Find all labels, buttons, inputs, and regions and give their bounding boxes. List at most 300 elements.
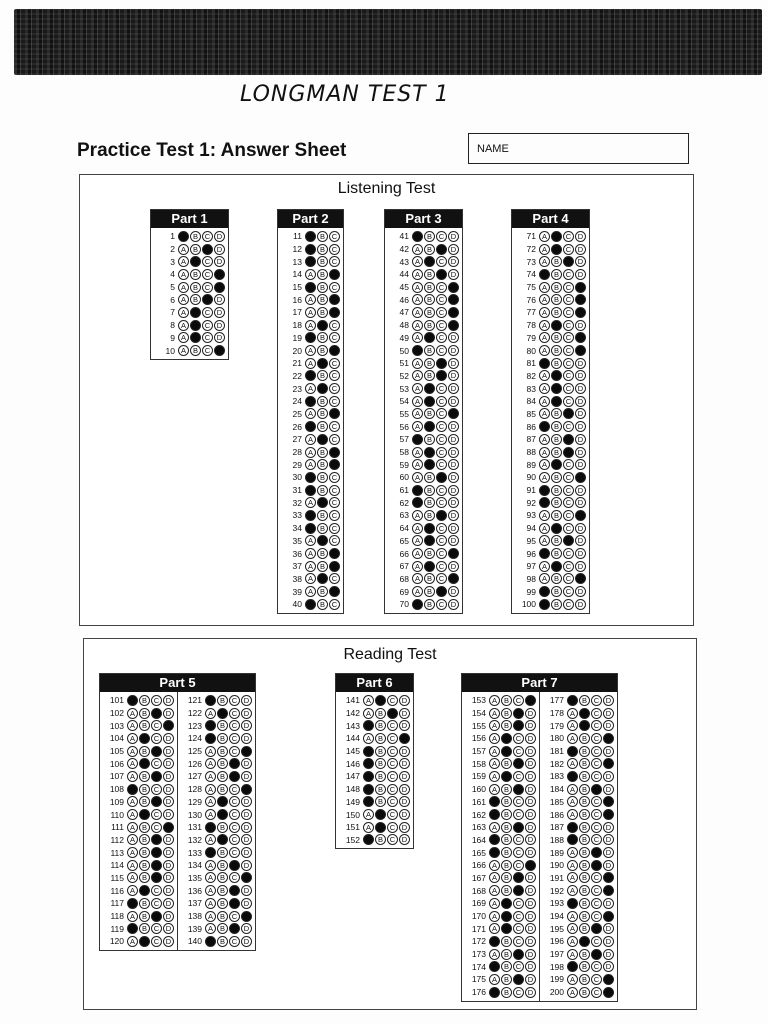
answer-bubble-c[interactable]: C bbox=[202, 244, 213, 255]
answer-bubble-a[interactable]: A bbox=[178, 269, 189, 280]
answer-bubble-d[interactable]: D bbox=[525, 708, 536, 719]
answer-bubble-c[interactable]: C bbox=[563, 370, 574, 381]
answer-bubble-a[interactable]: A bbox=[489, 822, 500, 833]
answer-bubble-b[interactable]: B bbox=[501, 796, 512, 807]
answer-bubble-d[interactable]: D bbox=[399, 784, 410, 795]
answer-bubble-c[interactable]: C bbox=[202, 332, 213, 343]
answer-bubble-d[interactable]: D bbox=[525, 784, 536, 795]
answer-bubble-b[interactable]: B bbox=[317, 269, 328, 280]
answer-bubble-b[interactable]: B bbox=[217, 720, 228, 731]
answer-bubble-d[interactable]: D bbox=[525, 974, 536, 985]
answer-bubble-d[interactable]: D bbox=[241, 936, 252, 947]
answer-bubble-b[interactable]: B bbox=[139, 898, 150, 909]
answer-bubble-b[interactable]: B bbox=[317, 599, 328, 610]
answer-bubble-b[interactable]: B bbox=[375, 822, 386, 833]
answer-bubble-d[interactable]: D bbox=[525, 987, 536, 998]
answer-bubble-b[interactable]: B bbox=[375, 708, 386, 719]
answer-bubble-b[interactable]: B bbox=[501, 733, 512, 744]
answer-bubble-d[interactable]: D bbox=[241, 720, 252, 731]
answer-bubble-c[interactable]: C bbox=[436, 383, 447, 394]
answer-bubble-b[interactable]: B bbox=[217, 834, 228, 845]
answer-bubble-c[interactable]: C bbox=[151, 809, 162, 820]
answer-bubble-c[interactable]: C bbox=[436, 472, 447, 483]
answer-bubble-a[interactable]: A bbox=[539, 332, 550, 343]
answer-bubble-b[interactable]: B bbox=[317, 294, 328, 305]
answer-bubble-c[interactable]: C bbox=[436, 421, 447, 432]
answer-bubble-d[interactable]: D bbox=[214, 256, 225, 267]
answer-bubble-a[interactable]: A bbox=[539, 459, 550, 470]
answer-bubble-b[interactable]: B bbox=[579, 708, 590, 719]
answer-bubble-c[interactable]: C bbox=[591, 708, 602, 719]
answer-bubble-c[interactable]: C bbox=[151, 911, 162, 922]
answer-bubble-c[interactable]: C bbox=[513, 834, 524, 845]
answer-bubble-d[interactable]: D bbox=[448, 434, 459, 445]
answer-bubble-a[interactable]: A bbox=[412, 370, 423, 381]
answer-bubble-b[interactable]: B bbox=[317, 396, 328, 407]
answer-bubble-b[interactable]: B bbox=[551, 244, 562, 255]
answer-bubble-c[interactable]: C bbox=[513, 911, 524, 922]
answer-bubble-b[interactable]: B bbox=[501, 898, 512, 909]
answer-bubble-c[interactable]: C bbox=[513, 898, 524, 909]
answer-bubble-d[interactable]: D bbox=[525, 834, 536, 845]
answer-bubble-d[interactable]: D bbox=[525, 809, 536, 820]
answer-bubble-b[interactable]: B bbox=[317, 472, 328, 483]
answer-bubble-c[interactable]: C bbox=[151, 733, 162, 744]
answer-bubble-d[interactable]: D bbox=[448, 256, 459, 267]
answer-bubble-d[interactable]: D bbox=[575, 599, 586, 610]
answer-bubble-b[interactable]: B bbox=[551, 510, 562, 521]
answer-bubble-d[interactable]: D bbox=[241, 758, 252, 769]
answer-bubble-b[interactable]: B bbox=[551, 548, 562, 559]
answer-bubble-d[interactable]: D bbox=[448, 320, 459, 331]
answer-bubble-a[interactable]: A bbox=[178, 320, 189, 331]
answer-bubble-c[interactable]: C bbox=[329, 320, 340, 331]
answer-bubble-b[interactable]: B bbox=[501, 974, 512, 985]
answer-bubble-d[interactable]: D bbox=[163, 872, 174, 883]
answer-bubble-d[interactable]: D bbox=[399, 771, 410, 782]
answer-bubble-a[interactable]: A bbox=[539, 485, 550, 496]
answer-bubble-a[interactable]: A bbox=[178, 332, 189, 343]
answer-bubble-d[interactable]: D bbox=[448, 573, 459, 584]
answer-bubble-c[interactable]: C bbox=[591, 847, 602, 858]
answer-bubble-a[interactable]: A bbox=[305, 294, 316, 305]
answer-bubble-a[interactable]: A bbox=[539, 320, 550, 331]
answer-bubble-c[interactable]: C bbox=[329, 231, 340, 242]
answer-bubble-b[interactable]: B bbox=[375, 771, 386, 782]
answer-bubble-c[interactable]: C bbox=[329, 282, 340, 293]
answer-bubble-c[interactable]: C bbox=[329, 548, 340, 559]
answer-bubble-c[interactable]: C bbox=[436, 523, 447, 534]
answer-bubble-b[interactable]: B bbox=[551, 485, 562, 496]
answer-bubble-c[interactable]: C bbox=[202, 231, 213, 242]
answer-bubble-d[interactable]: D bbox=[603, 987, 614, 998]
answer-bubble-d[interactable]: D bbox=[399, 733, 410, 744]
answer-bubble-d[interactable]: D bbox=[603, 949, 614, 960]
answer-bubble-c[interactable]: C bbox=[329, 370, 340, 381]
answer-bubble-c[interactable]: C bbox=[563, 548, 574, 559]
answer-bubble-b[interactable]: B bbox=[217, 746, 228, 757]
answer-bubble-d[interactable]: D bbox=[575, 459, 586, 470]
answer-bubble-a[interactable]: A bbox=[205, 771, 216, 782]
answer-bubble-c[interactable]: C bbox=[436, 561, 447, 572]
answer-bubble-a[interactable]: A bbox=[178, 294, 189, 305]
answer-bubble-c[interactable]: C bbox=[513, 708, 524, 719]
answer-bubble-c[interactable]: C bbox=[436, 320, 447, 331]
answer-bubble-c[interactable]: C bbox=[591, 834, 602, 845]
answer-bubble-c[interactable]: C bbox=[513, 860, 524, 871]
answer-bubble-c[interactable]: C bbox=[387, 834, 398, 845]
answer-bubble-d[interactable]: D bbox=[241, 784, 252, 795]
answer-bubble-a[interactable]: A bbox=[305, 231, 316, 242]
answer-bubble-b[interactable]: B bbox=[579, 758, 590, 769]
answer-bubble-b[interactable]: B bbox=[375, 809, 386, 820]
answer-bubble-d[interactable]: D bbox=[241, 771, 252, 782]
answer-bubble-b[interactable]: B bbox=[501, 822, 512, 833]
answer-bubble-c[interactable]: C bbox=[591, 961, 602, 972]
answer-bubble-b[interactable]: B bbox=[424, 497, 435, 508]
answer-bubble-a[interactable]: A bbox=[412, 244, 423, 255]
answer-bubble-d[interactable]: D bbox=[448, 231, 459, 242]
answer-bubble-c[interactable]: C bbox=[591, 885, 602, 896]
answer-bubble-c[interactable]: C bbox=[563, 383, 574, 394]
answer-bubble-c[interactable]: C bbox=[563, 535, 574, 546]
answer-bubble-d[interactable]: D bbox=[575, 408, 586, 419]
answer-bubble-d[interactable]: D bbox=[575, 358, 586, 369]
answer-bubble-a[interactable]: A bbox=[567, 771, 578, 782]
answer-bubble-b[interactable]: B bbox=[317, 408, 328, 419]
answer-bubble-a[interactable]: A bbox=[412, 548, 423, 559]
answer-bubble-d[interactable]: D bbox=[575, 523, 586, 534]
answer-bubble-b[interactable]: B bbox=[217, 911, 228, 922]
answer-bubble-c[interactable]: C bbox=[591, 974, 602, 985]
answer-bubble-b[interactable]: B bbox=[424, 548, 435, 559]
answer-bubble-c[interactable]: C bbox=[151, 695, 162, 706]
answer-bubble-b[interactable]: B bbox=[579, 695, 590, 706]
answer-bubble-a[interactable]: A bbox=[412, 358, 423, 369]
answer-bubble-c[interactable]: C bbox=[387, 733, 398, 744]
answer-bubble-c[interactable]: C bbox=[436, 447, 447, 458]
answer-bubble-b[interactable]: B bbox=[375, 720, 386, 731]
answer-bubble-b[interactable]: B bbox=[579, 885, 590, 896]
answer-bubble-a[interactable]: A bbox=[489, 872, 500, 883]
answer-bubble-a[interactable]: A bbox=[363, 733, 374, 744]
answer-bubble-c[interactable]: C bbox=[329, 523, 340, 534]
answer-bubble-b[interactable]: B bbox=[551, 269, 562, 280]
answer-bubble-a[interactable]: A bbox=[305, 447, 316, 458]
answer-bubble-b[interactable]: B bbox=[501, 860, 512, 871]
answer-bubble-a[interactable]: A bbox=[567, 733, 578, 744]
answer-bubble-d[interactable]: D bbox=[575, 421, 586, 432]
answer-bubble-b[interactable]: B bbox=[551, 358, 562, 369]
answer-bubble-c[interactable]: C bbox=[563, 497, 574, 508]
answer-bubble-a[interactable]: A bbox=[127, 911, 138, 922]
answer-bubble-b[interactable]: B bbox=[579, 733, 590, 744]
answer-bubble-d[interactable]: D bbox=[603, 885, 614, 896]
answer-bubble-a[interactable]: A bbox=[178, 244, 189, 255]
answer-bubble-b[interactable]: B bbox=[501, 771, 512, 782]
answer-bubble-b[interactable]: B bbox=[317, 244, 328, 255]
answer-bubble-b[interactable]: B bbox=[579, 936, 590, 947]
answer-bubble-c[interactable]: C bbox=[436, 535, 447, 546]
answer-bubble-c[interactable]: C bbox=[329, 256, 340, 267]
answer-bubble-a[interactable]: A bbox=[567, 860, 578, 871]
answer-bubble-b[interactable]: B bbox=[551, 599, 562, 610]
answer-bubble-c[interactable]: C bbox=[563, 459, 574, 470]
answer-bubble-b[interactable]: B bbox=[551, 421, 562, 432]
answer-bubble-b[interactable]: B bbox=[375, 834, 386, 845]
answer-bubble-d[interactable]: D bbox=[399, 695, 410, 706]
answer-bubble-d[interactable]: D bbox=[448, 561, 459, 572]
answer-bubble-c[interactable]: C bbox=[563, 599, 574, 610]
answer-bubble-c[interactable]: C bbox=[229, 860, 240, 871]
answer-bubble-a[interactable]: A bbox=[412, 332, 423, 343]
answer-bubble-a[interactable]: A bbox=[305, 510, 316, 521]
answer-bubble-b[interactable]: B bbox=[501, 746, 512, 757]
answer-bubble-b[interactable]: B bbox=[139, 809, 150, 820]
answer-bubble-c[interactable]: C bbox=[563, 320, 574, 331]
answer-bubble-c[interactable]: C bbox=[329, 447, 340, 458]
answer-bubble-a[interactable]: A bbox=[567, 898, 578, 909]
answer-bubble-a[interactable]: A bbox=[539, 586, 550, 597]
answer-bubble-a[interactable]: A bbox=[205, 758, 216, 769]
answer-bubble-b[interactable]: B bbox=[375, 695, 386, 706]
answer-bubble-a[interactable]: A bbox=[489, 847, 500, 858]
answer-bubble-c[interactable]: C bbox=[436, 599, 447, 610]
answer-bubble-a[interactable]: A bbox=[412, 434, 423, 445]
answer-bubble-b[interactable]: B bbox=[139, 822, 150, 833]
answer-bubble-a[interactable]: A bbox=[489, 860, 500, 871]
answer-bubble-a[interactable]: A bbox=[305, 320, 316, 331]
answer-bubble-c[interactable]: C bbox=[229, 771, 240, 782]
answer-bubble-c[interactable]: C bbox=[329, 244, 340, 255]
answer-bubble-b[interactable]: B bbox=[551, 332, 562, 343]
answer-bubble-a[interactable]: A bbox=[567, 885, 578, 896]
answer-bubble-b[interactable]: B bbox=[139, 847, 150, 858]
answer-bubble-c[interactable]: C bbox=[436, 408, 447, 419]
answer-bubble-b[interactable]: B bbox=[317, 421, 328, 432]
answer-bubble-a[interactable]: A bbox=[412, 535, 423, 546]
answer-bubble-c[interactable]: C bbox=[591, 758, 602, 769]
answer-bubble-c[interactable]: C bbox=[563, 586, 574, 597]
answer-bubble-b[interactable]: B bbox=[424, 472, 435, 483]
answer-bubble-d[interactable]: D bbox=[448, 523, 459, 534]
answer-bubble-a[interactable]: A bbox=[127, 708, 138, 719]
answer-bubble-b[interactable]: B bbox=[551, 523, 562, 534]
answer-bubble-c[interactable]: C bbox=[329, 599, 340, 610]
answer-bubble-a[interactable]: A bbox=[363, 796, 374, 807]
answer-bubble-c[interactable]: C bbox=[387, 771, 398, 782]
answer-bubble-b[interactable]: B bbox=[501, 936, 512, 947]
answer-bubble-b[interactable]: B bbox=[139, 885, 150, 896]
answer-bubble-c[interactable]: C bbox=[229, 758, 240, 769]
answer-bubble-d[interactable]: D bbox=[163, 784, 174, 795]
answer-bubble-b[interactable]: B bbox=[424, 447, 435, 458]
answer-bubble-b[interactable]: B bbox=[424, 294, 435, 305]
answer-bubble-d[interactable]: D bbox=[448, 447, 459, 458]
answer-bubble-c[interactable]: C bbox=[151, 822, 162, 833]
answer-bubble-c[interactable]: C bbox=[329, 497, 340, 508]
answer-bubble-a[interactable]: A bbox=[205, 746, 216, 757]
answer-bubble-c[interactable]: C bbox=[229, 936, 240, 947]
answer-bubble-a[interactable]: A bbox=[489, 987, 500, 998]
answer-bubble-a[interactable]: A bbox=[205, 796, 216, 807]
answer-bubble-d[interactable]: D bbox=[163, 796, 174, 807]
answer-bubble-d[interactable]: D bbox=[575, 510, 586, 521]
answer-bubble-d[interactable]: D bbox=[575, 320, 586, 331]
answer-bubble-a[interactable]: A bbox=[412, 561, 423, 572]
answer-bubble-d[interactable]: D bbox=[214, 244, 225, 255]
answer-bubble-a[interactable]: A bbox=[539, 383, 550, 394]
answer-bubble-d[interactable]: D bbox=[163, 911, 174, 922]
answer-bubble-a[interactable]: A bbox=[205, 784, 216, 795]
answer-bubble-b[interactable]: B bbox=[190, 332, 201, 343]
answer-bubble-b[interactable]: B bbox=[190, 256, 201, 267]
answer-bubble-c[interactable]: C bbox=[202, 294, 213, 305]
answer-bubble-b[interactable]: B bbox=[190, 294, 201, 305]
answer-bubble-b[interactable]: B bbox=[579, 809, 590, 820]
answer-bubble-d[interactable]: D bbox=[399, 822, 410, 833]
answer-bubble-a[interactable]: A bbox=[305, 535, 316, 546]
answer-bubble-c[interactable]: C bbox=[436, 396, 447, 407]
answer-bubble-d[interactable]: D bbox=[163, 822, 174, 833]
answer-bubble-d[interactable]: D bbox=[241, 911, 252, 922]
answer-bubble-c[interactable]: C bbox=[563, 434, 574, 445]
answer-bubble-a[interactable]: A bbox=[567, 949, 578, 960]
answer-bubble-c[interactable]: C bbox=[387, 720, 398, 731]
answer-bubble-d[interactable]: D bbox=[575, 383, 586, 394]
answer-bubble-c[interactable]: C bbox=[563, 332, 574, 343]
answer-bubble-c[interactable]: C bbox=[229, 784, 240, 795]
answer-bubble-d[interactable]: D bbox=[525, 885, 536, 896]
answer-bubble-d[interactable]: D bbox=[163, 758, 174, 769]
answer-bubble-d[interactable]: D bbox=[575, 548, 586, 559]
answer-bubble-b[interactable]: B bbox=[139, 733, 150, 744]
answer-bubble-d[interactable]: D bbox=[575, 485, 586, 496]
answer-bubble-c[interactable]: C bbox=[563, 358, 574, 369]
answer-bubble-c[interactable]: C bbox=[202, 307, 213, 318]
answer-bubble-b[interactable]: B bbox=[317, 561, 328, 572]
answer-bubble-d[interactable]: D bbox=[448, 408, 459, 419]
answer-bubble-b[interactable]: B bbox=[375, 746, 386, 757]
answer-bubble-d[interactable]: D bbox=[448, 472, 459, 483]
answer-bubble-c[interactable]: C bbox=[563, 396, 574, 407]
answer-bubble-c[interactable]: C bbox=[329, 485, 340, 496]
answer-bubble-a[interactable]: A bbox=[205, 720, 216, 731]
answer-bubble-d[interactable]: D bbox=[241, 898, 252, 909]
answer-bubble-c[interactable]: C bbox=[329, 345, 340, 356]
answer-bubble-a[interactable]: A bbox=[539, 510, 550, 521]
answer-bubble-b[interactable]: B bbox=[424, 269, 435, 280]
answer-bubble-d[interactable]: D bbox=[525, 720, 536, 731]
answer-bubble-d[interactable]: D bbox=[603, 834, 614, 845]
answer-bubble-c[interactable]: C bbox=[513, 822, 524, 833]
answer-bubble-b[interactable]: B bbox=[424, 561, 435, 572]
answer-bubble-b[interactable]: B bbox=[217, 872, 228, 883]
answer-bubble-b[interactable]: B bbox=[317, 573, 328, 584]
answer-bubble-a[interactable]: A bbox=[363, 771, 374, 782]
answer-bubble-d[interactable]: D bbox=[603, 822, 614, 833]
answer-bubble-a[interactable]: A bbox=[539, 535, 550, 546]
answer-bubble-d[interactable]: D bbox=[241, 923, 252, 934]
answer-bubble-b[interactable]: B bbox=[317, 307, 328, 318]
answer-bubble-c[interactable]: C bbox=[329, 307, 340, 318]
answer-bubble-c[interactable]: C bbox=[591, 872, 602, 883]
answer-bubble-c[interactable]: C bbox=[229, 796, 240, 807]
answer-bubble-d[interactable]: D bbox=[241, 872, 252, 883]
answer-bubble-c[interactable]: C bbox=[329, 459, 340, 470]
answer-bubble-d[interactable]: D bbox=[163, 733, 174, 744]
answer-bubble-c[interactable]: C bbox=[436, 497, 447, 508]
answer-bubble-a[interactable]: A bbox=[567, 872, 578, 883]
answer-bubble-d[interactable]: D bbox=[163, 898, 174, 909]
answer-bubble-c[interactable]: C bbox=[563, 282, 574, 293]
answer-bubble-a[interactable]: A bbox=[412, 497, 423, 508]
answer-bubble-c[interactable]: C bbox=[513, 809, 524, 820]
answer-bubble-a[interactable]: A bbox=[127, 936, 138, 947]
answer-bubble-c[interactable]: C bbox=[229, 809, 240, 820]
answer-bubble-b[interactable]: B bbox=[217, 860, 228, 871]
answer-bubble-b[interactable]: B bbox=[551, 294, 562, 305]
answer-bubble-c[interactable]: C bbox=[591, 860, 602, 871]
answer-bubble-a[interactable]: A bbox=[567, 987, 578, 998]
answer-bubble-a[interactable]: A bbox=[539, 523, 550, 534]
answer-bubble-d[interactable]: D bbox=[603, 936, 614, 947]
answer-bubble-b[interactable]: B bbox=[501, 834, 512, 845]
answer-bubble-a[interactable]: A bbox=[127, 872, 138, 883]
answer-bubble-a[interactable]: A bbox=[127, 885, 138, 896]
answer-bubble-d[interactable]: D bbox=[163, 860, 174, 871]
answer-bubble-d[interactable]: D bbox=[214, 231, 225, 242]
answer-bubble-b[interactable]: B bbox=[139, 720, 150, 731]
answer-bubble-a[interactable]: A bbox=[567, 796, 578, 807]
answer-bubble-d[interactable]: D bbox=[399, 809, 410, 820]
answer-bubble-a[interactable]: A bbox=[205, 885, 216, 896]
answer-bubble-c[interactable]: C bbox=[513, 758, 524, 769]
answer-bubble-c[interactable]: C bbox=[436, 548, 447, 559]
answer-bubble-d[interactable]: D bbox=[603, 872, 614, 883]
answer-bubble-a[interactable]: A bbox=[412, 345, 423, 356]
answer-bubble-c[interactable]: C bbox=[591, 809, 602, 820]
answer-bubble-d[interactable]: D bbox=[448, 510, 459, 521]
answer-bubble-d[interactable]: D bbox=[525, 695, 536, 706]
answer-bubble-b[interactable]: B bbox=[139, 872, 150, 883]
answer-bubble-b[interactable]: B bbox=[501, 923, 512, 934]
answer-bubble-a[interactable]: A bbox=[205, 695, 216, 706]
answer-bubble-a[interactable]: A bbox=[539, 358, 550, 369]
answer-bubble-c[interactable]: C bbox=[591, 923, 602, 934]
answer-bubble-a[interactable]: A bbox=[567, 974, 578, 985]
answer-bubble-a[interactable]: A bbox=[127, 771, 138, 782]
answer-bubble-c[interactable]: C bbox=[151, 746, 162, 757]
answer-bubble-d[interactable]: D bbox=[448, 332, 459, 343]
answer-bubble-c[interactable]: C bbox=[202, 345, 213, 356]
answer-bubble-a[interactable]: A bbox=[305, 548, 316, 559]
answer-bubble-c[interactable]: C bbox=[151, 923, 162, 934]
answer-bubble-b[interactable]: B bbox=[217, 796, 228, 807]
answer-bubble-a[interactable]: A bbox=[305, 282, 316, 293]
answer-bubble-b[interactable]: B bbox=[217, 847, 228, 858]
answer-bubble-d[interactable]: D bbox=[575, 231, 586, 242]
answer-bubble-a[interactable]: A bbox=[178, 307, 189, 318]
answer-bubble-b[interactable]: B bbox=[424, 459, 435, 470]
answer-bubble-a[interactable]: A bbox=[127, 695, 138, 706]
answer-bubble-a[interactable]: A bbox=[539, 282, 550, 293]
answer-bubble-a[interactable]: A bbox=[489, 834, 500, 845]
answer-bubble-a[interactable]: A bbox=[539, 472, 550, 483]
answer-bubble-c[interactable]: C bbox=[591, 784, 602, 795]
answer-bubble-c[interactable]: C bbox=[513, 746, 524, 757]
answer-bubble-d[interactable]: D bbox=[525, 758, 536, 769]
